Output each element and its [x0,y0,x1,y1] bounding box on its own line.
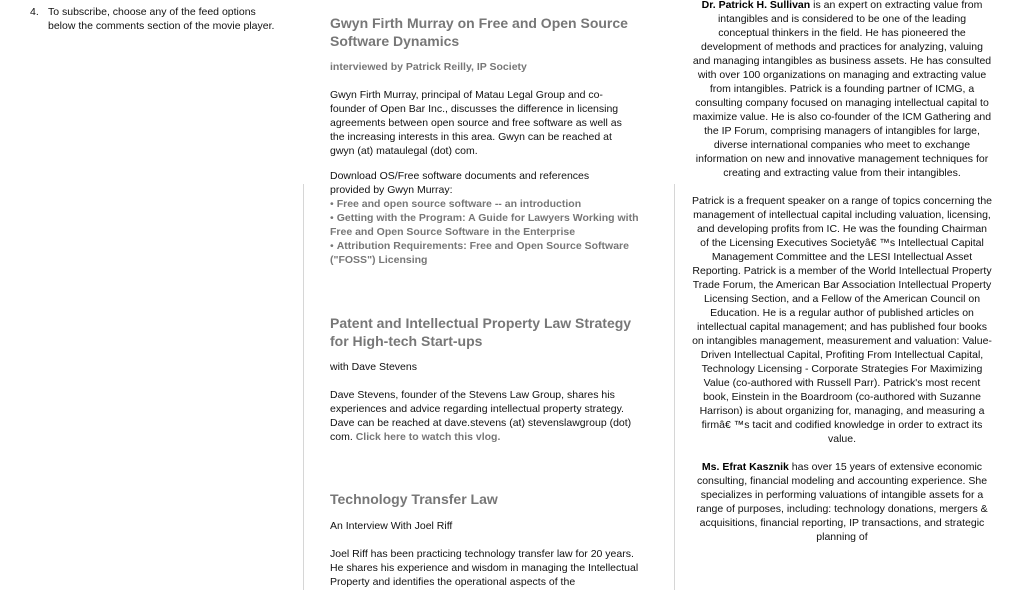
section-byline-joel: An Interview With Joel Riff [330,520,453,532]
section-byline-dave: with Dave Stevens [330,361,417,373]
bios-column [692,0,992,544]
bio-name: Ms. Efrat Kasznik [701,461,789,473]
downloads-intro: Download OS/Free software documents and references provided by Gwyn Murray: [330,170,590,196]
subscribe-instructions: To subscribe, choose any of the feed options below the comments section of the movie player. [48,6,275,32]
bio-kasznik: Ms. Efrat Kasznik has over 15 years of extensive economic consulting, financial modeling and accounting experience. She specializes in performing valuations of intangible assets for a range of purposes, including: technology donations, mergers & acquisitions, financial reporting, IP transactions, and strategic planning of [696,461,988,543]
list-number: 4. [30,6,39,18]
bio-sullivan: Dr. Patrick H. Sullivan is an expert on extracting value from intangibles and is considered to be one of the leading conceptual thinkers in the field. He has pioneered the development of methods and practices for analyzing, valuing and managing intangibles as business assets. He has consulted with over 100 organizations on managing and extracting value from intangibles. Patrick is a founding partner of ICMG, a consulting company focused on managing intellectual capital to maximize value. He is also co-founder of the ICM Gathering and the IP Forum, comprising managers of intangibles for large, diverse international companies who meet to exchange information on new and innovative management techniques for creating and extracting value from their intangibles. [692,0,992,179]
divider-left [303,184,304,590]
download-links-list [330,197,640,267]
list-item[interactable]: • Free and open source software -- an introduction [330,198,582,210]
download-link[interactable]: Getting with the Program: A Guide for Lawyers Working with Free and Open Source Software in the Enterprise [330,212,639,238]
section-body-gwyn: Gwyn Firth Murray, principal of Matau Legal Group and co-founder of Open Bar Inc., discusses the difference in licensing agreements between open source and free software as well as the increasing interests in this area. Gwyn can be reached at gwyn (at) mataulegal (dot) com. [330,89,622,157]
list-item[interactable]: • Attribution Requirements: Free and Open Source Software ("FOSS") Licensing [330,240,629,266]
watch-vlog-link[interactable]: Click here to watch this vlog. [355,431,501,443]
section-title-dave: Patent and Intellectual Property Law Strategy for High-tech Start-ups [330,315,632,349]
section-title-joel: Technology Transfer Law [330,491,498,507]
bio-sullivan-para2: Patrick is a frequent speaker on a range of topics concerning the management of intellectual capital including valuation, licensing, and developing profits from IC. He was the founding Chairman of the Licensing Executives Societyâ€ ™s Intellectual Capital Management Committee and the LESI Intellectual Asset Reporting. Patrick is a member of the World Intellectual Property Trade Forum, the American Bar Association Intellectual Property Licensing Section, and a Fellow of the American Council on Education. He is a regular author of published articles on intellectual capital management; and has published four books on intangibles management, measurement and valuation: Value-Driven Intellectual Capital, Profiting From Intellectual Capital, Technology Licensing - Corporate Strategies For Maximizing Value (co-authored with Russell Parr). Patrick's most recent book, Einstein in the Boardroom (co-authored with Suzanne Harrison) is about organizing for, managing, and measuring a firmâ€ ™s tacit and codified knowledge in order to extract its value. [692,195,993,445]
download-link[interactable]: Attribution Requirements: Free and Open Source Software ("FOSS") Licensing [330,240,629,266]
divider-right [674,184,675,590]
section-body-joel: Joel Riff has been practicing technology transfer law for 20 years. He shares his experience and wisdom in managing the Intellectual Property and identifies the operational aspects of the [330,548,639,588]
section-byline-gwyn: interviewed by Patrick Reilly, IP Society [330,61,527,73]
bio-name: Dr. Patrick H. Sullivan [701,0,811,11]
download-link[interactable]: Free and open source software -- an introduction [336,198,582,210]
section-title-gwyn: Gwyn Firth Murray on Free and Open Source Software Dynamics [330,15,628,49]
section-body-dave: Dave Stevens, founder of the Stevens Law Group, shares his experiences and advice regarding intellectual property strategy. Dave can be reached at dave.stevens (at) stevenslawgroup (dot) com. Click here to watch this vlog. [330,389,632,443]
list-item[interactable]: • Getting with the Program: A Guide for Lawyers Working with Free and Open Source Software in the Enterprise [330,212,639,238]
